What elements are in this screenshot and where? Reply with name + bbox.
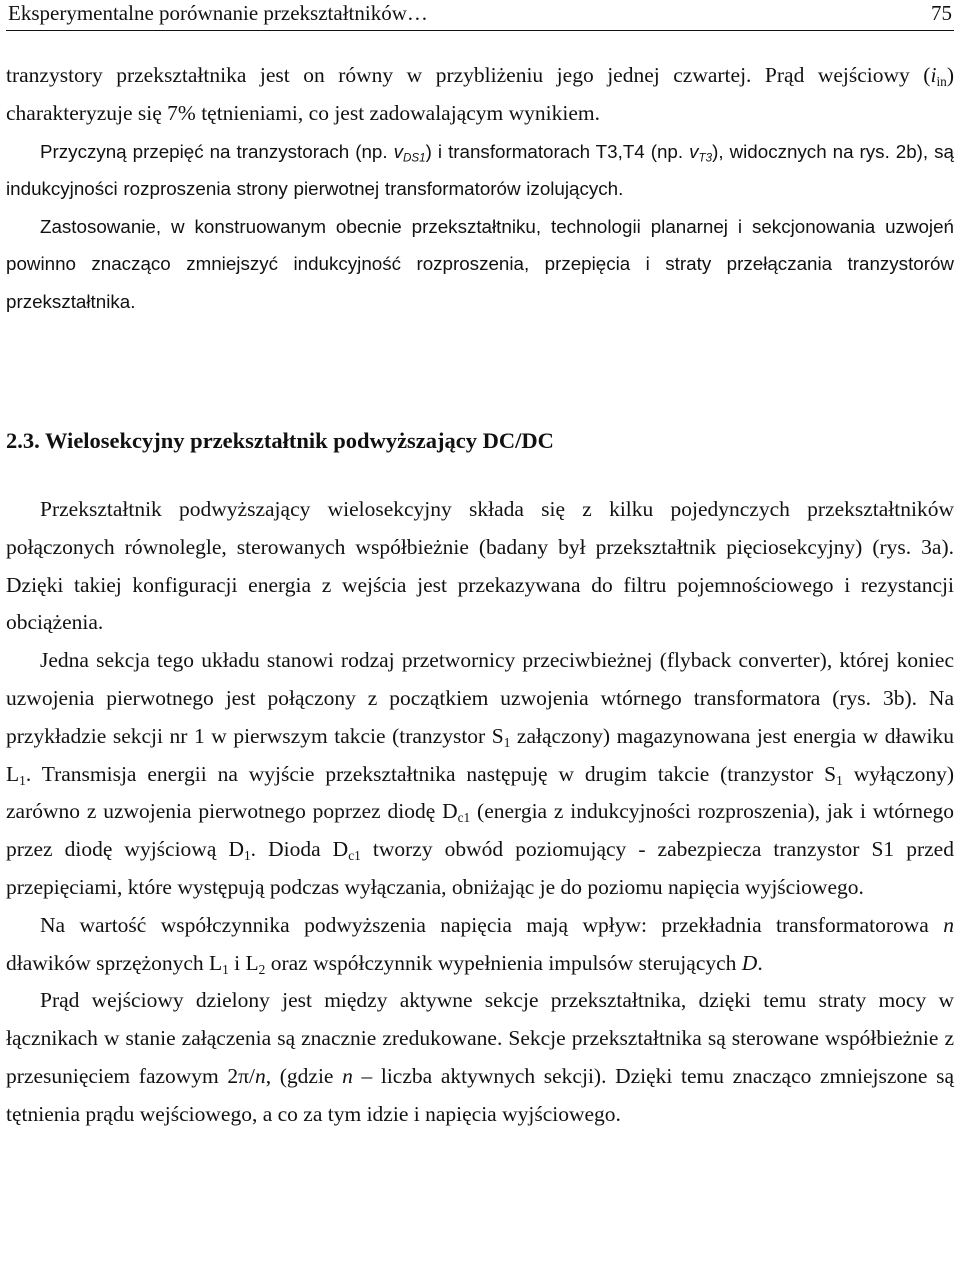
text-run: . Dioda D [250, 837, 349, 862]
text-run: Na wartość współczynnika podwyższenia napięcia mają wpływ: przekładnia transformatorowa [40, 912, 944, 937]
text-run: . Transmisja energii na wyjście przekształtnika następuję w drugim takcie (tranzystor S [25, 761, 837, 786]
text-run: tranzystory przekształtnika jest on równy w przybliżeniu jego jednej czwartej. Prąd wejściowy ( [6, 63, 931, 87]
symbol: D [741, 950, 758, 975]
text-run: ) charakteryzuje się 7% tętnieniami, co jest zadowalającym wynikiem. [6, 63, 954, 125]
section-heading: 2.3. Wielosekcyjny przekształtnik podwyższający DC/DC [6, 428, 554, 453]
subscript: 1 [503, 734, 511, 750]
subscript: 1 [222, 961, 229, 977]
paragraph [6, 907, 954, 983]
text-run: Prąd wejściowy dzielony jest między aktywne sekcje przekształtnika, dzięki temu straty mocy w łącznikach w stanie załączenia są znacznie zredukowane. Sekcje przekształtnika są sterowane współbieżnie z przesunięciem fazowym 2π/ [6, 988, 954, 1088]
subscript: 1 [243, 848, 251, 864]
text-run: oraz współczynnik wypełnienia impulsów sterujących [265, 950, 742, 975]
paragraph [6, 57, 954, 133]
text-run: , (gdzie [265, 1063, 343, 1088]
subscript: 2 [258, 961, 266, 977]
symbol: v [393, 140, 403, 162]
text-run: – liczba aktywnych sekcji). Dzięki temu znacząco zmniejszone są tętnienia prądu wejściowego, a co za tym idzie i napięcia wyjściowego. [6, 1063, 955, 1126]
intro-text [6, 57, 954, 321]
text-run: . [757, 950, 763, 975]
subscript: T3 [698, 151, 713, 165]
paragraph [6, 982, 954, 1133]
paragraph: Zastosowanie, w konstruowanym obecnie przekształtniku, technologii planarnej i sekcjonowania uzwojeń powinno znacząco zmniejszyć indukcyjność rozproszenia, przepięcia i straty przełączania tranzystorów przekształtnika. [6, 215, 954, 312]
symbol: n [255, 1063, 266, 1088]
text-run: Przyczyną przepięć na tranzystorach (np. [40, 140, 394, 162]
subscript: DS1 [402, 151, 426, 165]
paragraph [6, 642, 954, 907]
header-title: Eksperymentalne porównanie przekształtników… [8, 1, 428, 25]
page-number: 75 [931, 1, 952, 25]
subscript: 1 [19, 772, 26, 788]
text-run: Jedna sekcja tego układu stanowi rodzaj przetwornicy przeciwbieżnej (flyback converter), której koniec uzwojenia pierwotnego jest połączony z początkiem uzwojenia wtórnego transformatora (rys. 3b). Na przykładzie sekcji nr 1 w pierwszym takcie (tranzystor S [6, 648, 954, 748]
paragraph [6, 133, 954, 208]
symbol: v [689, 140, 699, 162]
subscript: c1 [348, 848, 361, 864]
subscript: c1 [457, 810, 471, 826]
symbol: i [930, 63, 937, 87]
subscript: in [936, 73, 947, 89]
text-run: tworzy obwód poziomujący - zabezpiecza tranzystor S1 przed przepięciami, które występują podczas wyłączania, obniżając je do poziomu napięcia wyjściowego. [6, 837, 954, 899]
text-run: załączony) magazynowana jest energia w dławiku L [6, 723, 954, 786]
running-header [6, 0, 954, 31]
text-run: ), widocznych na rys. 2b), są indukcyjności rozproszenia strony pierwotnej transformatorów izolujących. [6, 140, 954, 200]
subscript: 1 [836, 772, 843, 788]
paragraph: Przekształtnik podwyższający wielosekcyjny składa się z kilku pojedynczych przekształtników połączonych równolegle, sterowanych współbieżnie (badany był przekształtnik pięciosekcyjny) (rys. 3a). Dzięki takiej konfiguracji energia z wejścia jest przekazywana do filtru pojemnościowego i rezystancji obciążenia. [6, 497, 954, 635]
text-run: ) i transformatorach T3,T4 (np. [425, 140, 690, 162]
text-run: wyłączony) zarówno z uzwojenia pierwotnego poprzez diodę D [6, 761, 955, 824]
section-text [6, 491, 954, 1134]
text-run: dławików sprzężonych L [6, 950, 223, 975]
text-run: (energia z indukcyjności rozproszenia), jak i wtórnego przez diodę wyjściową D [6, 799, 954, 862]
symbol: n [943, 912, 954, 937]
text-run: i L [228, 950, 259, 975]
symbol: n [342, 1063, 353, 1088]
